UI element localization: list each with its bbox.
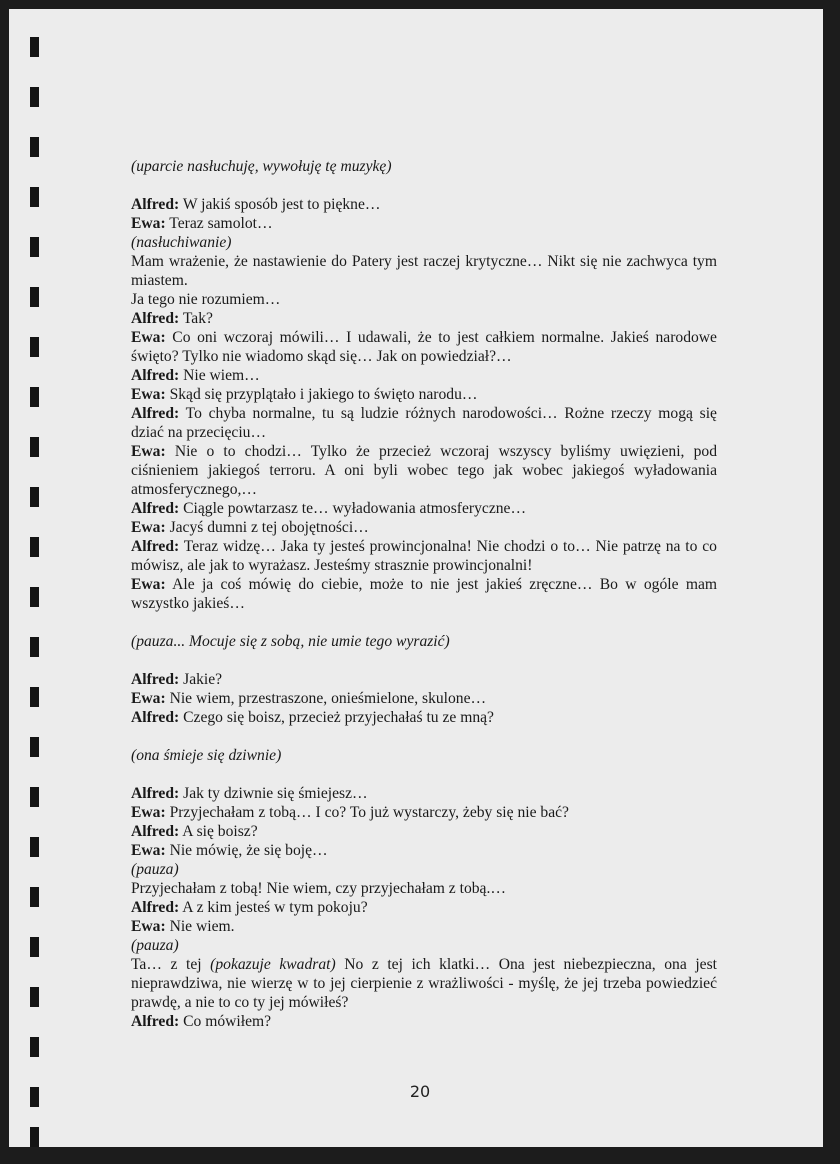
page-number: 20 xyxy=(409,1082,431,1101)
stage-direction-text: (nasłuchiwanie) xyxy=(131,234,232,251)
speech-line xyxy=(131,879,717,898)
speech-text: Nie wiem. xyxy=(169,918,235,935)
speech-text: Ale ja coś mówię do ciebie, może to nie jest jakieś zręczne… Bo w ogóle mam wszystko jakieś… xyxy=(131,576,718,612)
binding-hole xyxy=(30,287,39,307)
speech-line xyxy=(131,328,717,366)
binding-hole xyxy=(30,1037,39,1057)
script-page xyxy=(9,9,823,1147)
speech-text: To chyba normalne, tu są ludzie różnych narodowości… Rożne rzeczy mogą się dziać na przecięciu… xyxy=(131,405,717,441)
speech-text: Jacyś dumni z tej obojętności… xyxy=(169,519,369,536)
speaker-name: Alfred: xyxy=(131,196,180,213)
speech-text: Jak ty dziwnie się śmiejesz… xyxy=(183,785,368,802)
speech-text: Mam wrażenie, że nastawienie do Patery jest raczej krytyczne… Nikt się nie zachwyca tym miastem. xyxy=(131,253,717,289)
binding-hole xyxy=(30,1127,39,1147)
speaker-name: Alfred: xyxy=(131,823,180,840)
binding-hole xyxy=(30,237,39,257)
speech-line xyxy=(131,917,717,936)
speech-text: Skąd się przyplątało i jakiego to święto narodu… xyxy=(169,386,478,403)
binding-hole xyxy=(30,487,39,507)
speaker-name: Alfred: xyxy=(131,367,180,384)
speech-text: Tak? xyxy=(182,310,213,327)
speech-text: Jakie? xyxy=(183,671,223,688)
speech-line xyxy=(131,803,717,822)
speaker-name: Alfred: xyxy=(131,405,180,422)
stage-direction xyxy=(131,157,717,176)
speech-line xyxy=(131,214,717,233)
speech-text: Czego się boisz, przecież przyjechałaś tu ze mną? xyxy=(183,709,494,726)
binding-hole xyxy=(30,37,39,57)
speaker-name: Alfred: xyxy=(131,899,180,916)
speaker-name: Ewa: xyxy=(131,519,166,536)
speaker-name: Alfred: xyxy=(131,1013,180,1030)
binding-hole xyxy=(30,787,39,807)
speech-text: Teraz samolot… xyxy=(169,215,273,232)
speech-line xyxy=(131,689,717,708)
binding-hole xyxy=(30,987,39,1007)
speaker-name: Ewa: xyxy=(131,215,166,232)
stage-direction xyxy=(131,746,717,765)
speech-text: A z kim jesteś w tym pokoju? xyxy=(182,899,368,916)
speech-text: No z tej ich klatki… Ona jest niebezpieczna, ona jest nieprawdziwa, nie wierzę w to jej cierpienie z wrażliwości - myślę, że jej trzeba powiedzieć prawdę, a nie to co ty jej mówiłeś? xyxy=(131,956,717,1011)
speech-line xyxy=(131,404,717,442)
speech-line xyxy=(131,670,717,689)
speaker-name: Alfred: xyxy=(131,538,180,555)
stage-direction-text: (pokazuje kwadrat) xyxy=(210,956,336,973)
speech-line xyxy=(131,841,717,860)
speech-line xyxy=(131,385,717,404)
binding-hole xyxy=(30,937,39,957)
stage-direction xyxy=(131,860,717,879)
speaker-name: Alfred: xyxy=(131,671,180,688)
speech-text: Nie o to chodzi… Tylko że przecież wczoraj wszyscy byliśmy uwięzieni, pod ciśnieniem jakiegoś terroru. A oni byli wobec tego jak wobec jakiegoś wyładowania atmosferycznego,… xyxy=(131,443,717,498)
binding-hole xyxy=(30,437,39,457)
speech-line xyxy=(131,955,717,1012)
speech-line xyxy=(131,518,717,537)
binding-hole xyxy=(30,87,39,107)
speech-text: A się boisz? xyxy=(182,823,258,840)
speech-text: Przyjechałam z tobą… I co? To już wystarczy, żeby się nie bać? xyxy=(169,804,569,821)
binding-hole xyxy=(30,587,39,607)
binding-hole xyxy=(30,687,39,707)
stage-direction xyxy=(131,936,717,955)
speech-line xyxy=(131,195,717,214)
speaker-name: Ewa: xyxy=(131,329,166,346)
binding-hole xyxy=(30,137,39,157)
speaker-name: Ewa: xyxy=(131,842,166,859)
dialogue-text xyxy=(131,157,717,1031)
speaker-name: Alfred: xyxy=(131,709,180,726)
speaker-name: Ewa: xyxy=(131,690,166,707)
binding-hole xyxy=(30,887,39,907)
speech-line xyxy=(131,366,717,385)
speech-line xyxy=(131,1012,717,1031)
speech-text: Nie mówię, że się boję… xyxy=(169,842,328,859)
stage-direction-text: (uparcie nasłuchuję, wywołuję tę muzykę) xyxy=(131,158,392,175)
speaker-name: Ewa: xyxy=(131,804,166,821)
speech-line xyxy=(131,290,717,309)
speaker-name: Alfred: xyxy=(131,310,180,327)
speech-text: Teraz widzę… Jaka ty jesteś prowincjonalna! Nie chodzi o to… Nie patrzę na to co mówisz, ale jak to wyrażasz. Jesteśmy strasznie prowincjonalni! xyxy=(131,538,717,574)
speech-line xyxy=(131,499,717,518)
stage-direction xyxy=(131,632,717,651)
speech-text: Ciągle powtarzasz te… wyładowania atmosferyczne… xyxy=(183,500,527,517)
speech-text: Co mówiłem? xyxy=(183,1013,272,1030)
speech-line xyxy=(131,784,717,803)
speech-line xyxy=(131,309,717,328)
speech-line xyxy=(131,898,717,917)
speech-line xyxy=(131,708,717,727)
binding-hole xyxy=(30,637,39,657)
speech-text: Ja tego nie rozumiem… xyxy=(131,291,281,308)
stage-direction-text: (pauza) xyxy=(131,861,179,878)
speech-line xyxy=(131,442,717,499)
binding-hole xyxy=(30,537,39,557)
binding-hole xyxy=(30,837,39,857)
stage-direction-text: (ona śmieje się dziwnie) xyxy=(131,747,282,764)
binding-hole xyxy=(30,737,39,757)
speech-text: Nie wiem… xyxy=(183,367,260,384)
speech-text: Co oni wczoraj mówili… I udawali, że to jest całkiem normalne. Jakieś narodowe święto? Tylko nie wiadomo skąd się… Jak on powiedział?… xyxy=(131,329,717,365)
speaker-name: Ewa: xyxy=(131,918,166,935)
speaker-name: Ewa: xyxy=(131,576,166,593)
speech-line xyxy=(131,822,717,841)
speech-line xyxy=(131,575,717,613)
stage-direction-text: (pauza) xyxy=(131,937,179,954)
stage-direction-text: (pauza... Mocuje się z sobą, nie umie tego wyrazić) xyxy=(131,633,450,650)
speaker-name: Ewa: xyxy=(131,443,166,460)
binding-hole xyxy=(30,337,39,357)
speech-text: Nie wiem, przestraszone, onieśmielone, skulone… xyxy=(169,690,487,707)
speech-line xyxy=(131,252,717,290)
binding-hole xyxy=(30,387,39,407)
stage-direction xyxy=(131,233,717,252)
speech-line xyxy=(131,537,717,575)
speech-text: Przyjechałam z tobą! Nie wiem, czy przyjechałam z tobą.… xyxy=(131,880,506,897)
speech-text: W jakiś sposób jest to piękne… xyxy=(182,196,381,213)
speaker-name: Ewa: xyxy=(131,386,166,403)
binding-hole xyxy=(30,187,39,207)
speaker-name: Alfred: xyxy=(131,500,180,517)
speaker-name: Alfred: xyxy=(131,785,180,802)
speech-text: Ta… z tej xyxy=(131,956,211,973)
